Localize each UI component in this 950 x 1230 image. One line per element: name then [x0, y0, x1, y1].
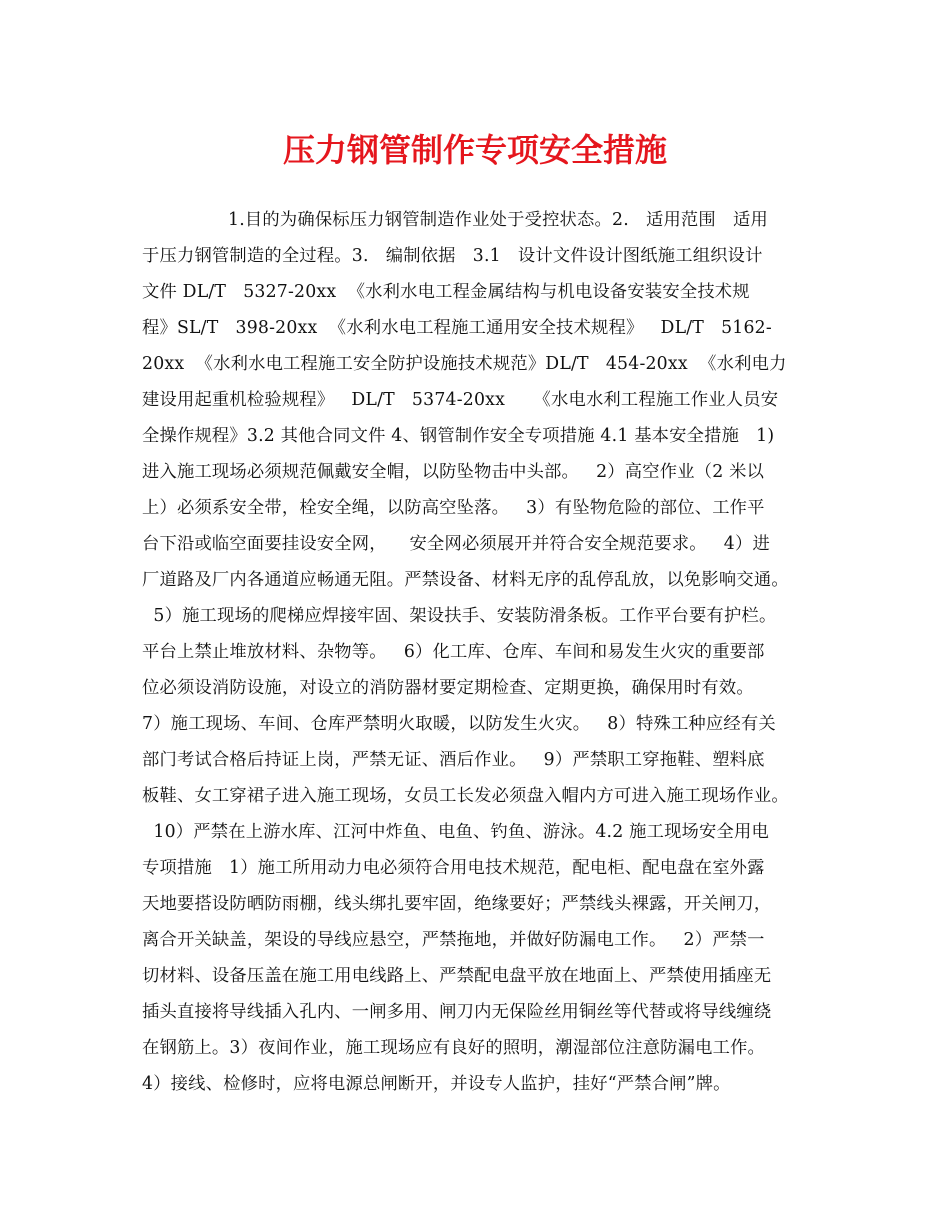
body-line: 平台上禁止堆放材料、杂物等。 6）化工库、仓库、车间和易发生火灾的重要部: [142, 642, 765, 662]
body-line: 部门考试合格后持证上岗，严禁无证、酒后作业。 9）严禁职工穿拖鞋、塑料底: [142, 750, 765, 770]
body-line: 程》SL/T 398-20xx 《水利水电工程施工通用安全技术规程》 DL/T 5162-: [142, 318, 772, 338]
body-line: 天地要搭设防晒防雨棚，线头绑扎要牢固，绝缘要好；严禁线头裸露，开关闸刀，: [142, 894, 772, 914]
body-line: 位必须设消防设施，对设立的消防器材要定期检查、定期更换，确保用时有效。: [142, 678, 754, 698]
body-line: 建设用起重机检验规程》 DL/T 5374-20xx 《水电水利工程施工作业人员安: [142, 390, 779, 410]
body-line: 板鞋、女工穿裙子进入施工现场，女员工长发必须盘入帽内方可进入施工现场作业。: [142, 786, 789, 806]
body-line: 20xx 《水利水电工程施工安全防护设施技术规范》DL/T 454-20xx 《水利电力: [142, 354, 787, 374]
body-line: 5）施工现场的爬梯应焊接牢固、架设扶手、安装防滑条板。工作平台要有护栏。: [142, 606, 777, 626]
body-line: 7）施工现场、车间、仓库严禁明火取暖，以防发生火灾。 8）特殊工种应经有关: [142, 714, 776, 734]
body-line: 10）严禁在上游水库、江河中炸鱼、电鱼、钓鱼、游泳。4.2 施工现场安全用电: [142, 822, 769, 842]
body-line: 离合开关缺盖，架设的导线应悬空，严禁拖地，并做好防漏电工作。 2）严禁一: [142, 930, 765, 950]
body-line: 全操作规程》3.2 其他合同文件 4、钢管制作安全专项措施 4.1 基本安全措施 1): [142, 426, 775, 446]
body-line: 于压力钢管制造的全过程。3. 编制依据 3.1 设计文件设计图纸施工组织设计: [142, 246, 763, 266]
body-line: 4）接线、检修时，应将电源总闸断开，并设专人监护，挂好“严禁合闸”牌。: [142, 1074, 731, 1094]
body-line: 在钢筋上。3）夜间作业，施工现场应有良好的照明，潮湿部位注意防漏电工作。: [142, 1038, 766, 1058]
body-line: 文件 DL/T 5327-20xx 《水利水电工程金属结构与机电设备安装安全技术规: [142, 282, 750, 302]
document-title: 压力钢管制作专项安全措施: [282, 131, 667, 169]
body-line: 专项措施 1）施工所用动力电必须符合用电技术规范，配电柜、配电盘在室外露: [142, 858, 765, 878]
body-line: 切材料、设备压盖在施工用电线路上、严禁配电盘平放在地面上、严禁使用插座无: [142, 966, 772, 986]
body-line: 台下沿或临空面要挂设安全网， 安全网必须展开并符合安全规范要求。 4）进: [142, 534, 770, 554]
body-line: 厂道路及厂内各通道应畅通无阻。严禁设备、材料无序的乱停乱放，以免影响交通。: [142, 570, 789, 590]
body-line: 1.目的为确保标压力钢管制造作业处于受控状态。2. 适用范围 适用: [228, 210, 768, 230]
body-line: 上）必须系安全带，栓安全绳，以防高空坠落。 3）有坠物危险的部位、工作平: [142, 498, 765, 518]
body-line: 插头直接将导线插入孔内、一闸多用、闸刀内无保险丝用铜丝等代替或将导线缠绕: [142, 1002, 772, 1022]
body-line: 进入施工现场必须规范佩戴安全帽，以防坠物击中头部。 2）高空作业（2 米以: [142, 462, 765, 482]
